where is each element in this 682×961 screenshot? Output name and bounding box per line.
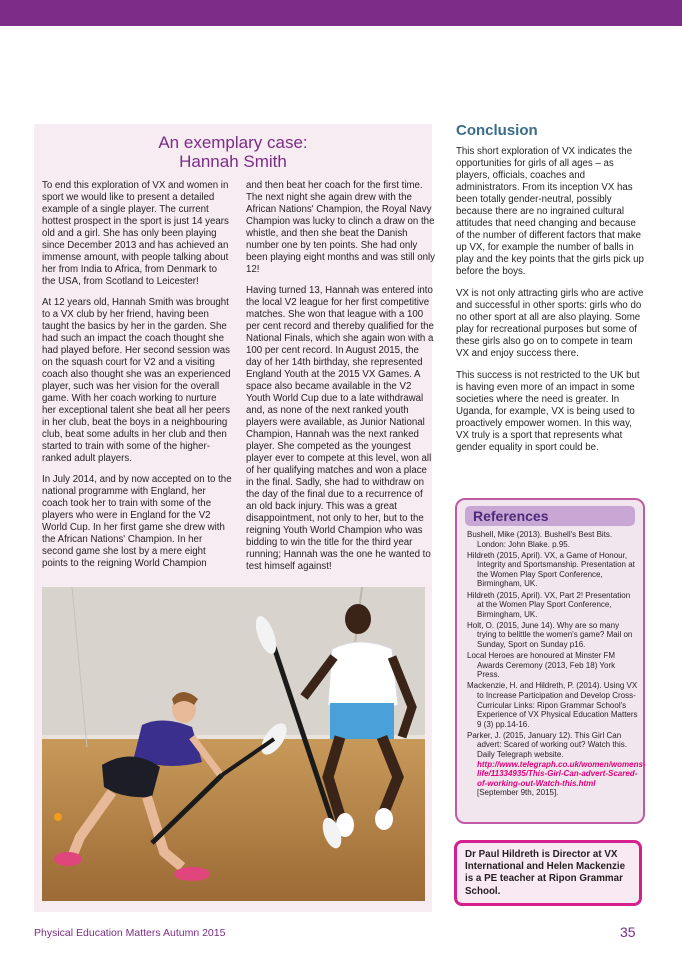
- publication-footer: Physical Education Matters Autumn 2015: [34, 927, 226, 939]
- case-paragraph: To end this exploration of VX and women in sport we would like to present a detailed example of a single player. The current hottest prospect in the sport is just 14 years old and a girl. She has only been playing since December 2013 and has achieved an immense amount, with people talking about her from India to Africa, from Denmark to the USA, from Scotland to Leicester!: [42, 180, 229, 287]
- reference-entry: Hildreth (2015, April). VX, Part 2! Presentation at the Women Play Sport Conference, Birmingham, UK.: [467, 590, 631, 619]
- conclusion-paragraph: This short exploration of VX indicates the opportunities for girls of all ages – as players, officials, coaches and administrators. From its inception VX has been totally gender-neutral, possibly because there are no ingrained cultural attitudes that need changing and because of the number of different factors that make up VX, for example the number of balls in play and the key points that the girls pick up before the boys.: [456, 146, 644, 277]
- reference-entry: [467, 730, 646, 798]
- references-heading: References: [465, 506, 635, 526]
- case-title-line2: Hannah Smith: [179, 152, 287, 171]
- reference-entry: Bushell, Mike (2013). Bushell's Best Bits. London: John Blake. p.95.: [467, 530, 613, 549]
- conclusion-title: Conclusion: [456, 122, 538, 139]
- case-paragraph: In July 2014, and by now accepted on to the national programme with England, her coach took her to train with some of the players who were in England for the V2 World Cup. In her first game she drew with the African Nations' Champion. In her second game she lost by a mere eight points to the reigning World Champion: [42, 474, 232, 569]
- conclusion-paragraph: This success is not restricted to the UK but is having even more of an impact in some societies where the need is greater. In Uganda, for example, VX is being used to proactively empower women. In this way, VX truly is a sport that represents what gender equality in sport could be.: [456, 370, 640, 453]
- conclusion-paragraph: VX is not only attracting girls who are active and successful in other sports: girls who do no other sport at all are also playing. Some play for recreational purposes but some of these girls also go on to compete in team VX and enjoy success there.: [456, 288, 644, 359]
- conclusion-text: [456, 146, 646, 464]
- reference-entry: Mackenzie, H. and Hildreth, P. (2014). Using VX to Increase Participation and Develop Cross-Curricular Links: Ripon Grammar School's Experience of VX Physical Education Matters 9 (3) pp.14-16.: [467, 681, 638, 729]
- case-column-left: [42, 180, 232, 579]
- author-bio: Dr Paul Hildreth is Director at VX International and Helen Mackenzie is a PE teacher at Ripon Grammar School.: [465, 849, 626, 897]
- case-paragraph: Having turned 13, Hannah was entered into the local V2 league for her first competitive matches. She won that league with a 100 per cent record and thereby qualified for the National Finals, which she again won with a 100 per cent record. In August 2015, the day of her 14th birthday, she represented England Youth at the 2015 VX Games. A space also became available in the V2 Youth World Cup due to a late withdrawal and, as none of the next ranked youth players were available, as Junior National Champion, Hannah was the next ranked player. She competed as the youngest player ever to compete at this level, won all of her qualifying matches and won a place in the final. Sadly, she had to withdraw on the day of the final due to a recurrence of an old back injury. This was a great disappointment, not only to her, but to the reigning Youth World Champion who was bidding to win the title for the third year running; Hannah was the one he wanted to test himself against!: [246, 285, 434, 572]
- case-paragraph: At 12 years old, Hannah Smith was brought to a VX club by her friend, having been taught the basics by her in the garden. She had such an impact the coach thought she had played before. Her second session was on the squash court for V2 and a visiting coach also thought she was an experienced player, such was her vision for the overall game. With her coach working to nurture her exceptional talent she beat all her peers in her club, beat the boys in a neighbouring club, beat some adults in her club and then started to train with some of the higher-ranked adult players.: [42, 297, 231, 464]
- reference-entry: Holt, O. (2015, June 14). Why are so many trying to belittle the women's game? Mail on Sunday, Sport on Sunday p16.: [467, 620, 633, 650]
- case-column-right: [246, 180, 436, 582]
- page-number: 35: [620, 924, 636, 940]
- case-paragraph: and then beat her coach for the first time. The next night she again drew with the African Nations' Champion, the Royal Navy Champion was lucky to clinch a draw on the whistle, and then she beat the Danish number one by ten points. She had only been playing eight months and was still only 12!: [246, 180, 436, 275]
- case-study-title: [34, 133, 432, 171]
- references-list: [467, 530, 646, 800]
- reference-link[interactable]: http://www.telegraph.co.uk/women/womens-life/11334935/This-Girl-Can-advert-Scared-of-working-out-Watch-this.html: [477, 759, 646, 788]
- author-bio-box: [454, 840, 642, 906]
- references-box: [455, 498, 645, 824]
- match-photo: [42, 587, 425, 901]
- reference-entry: Local Heroes are honoured at Minster FM Awards Ceremony (2013, Feb 18) York Press.: [467, 651, 616, 680]
- case-title-line1: An exemplary case:: [158, 133, 308, 152]
- reference-text: Parker, J. (2015, January 12). This Girl Can advert: Scared of working out? Watch this. Daily Telegraph website.: [467, 730, 627, 760]
- top-banner: [0, 0, 682, 26]
- reference-link-suffix: [September 9th, 2015].: [477, 788, 559, 798]
- reference-entry: Hildreth (2015, April). VX, a Game of Honour, Integrity and Sportsmanship. Presentation at the Women Play Sport Conference, Birmingham, UK.: [467, 550, 635, 589]
